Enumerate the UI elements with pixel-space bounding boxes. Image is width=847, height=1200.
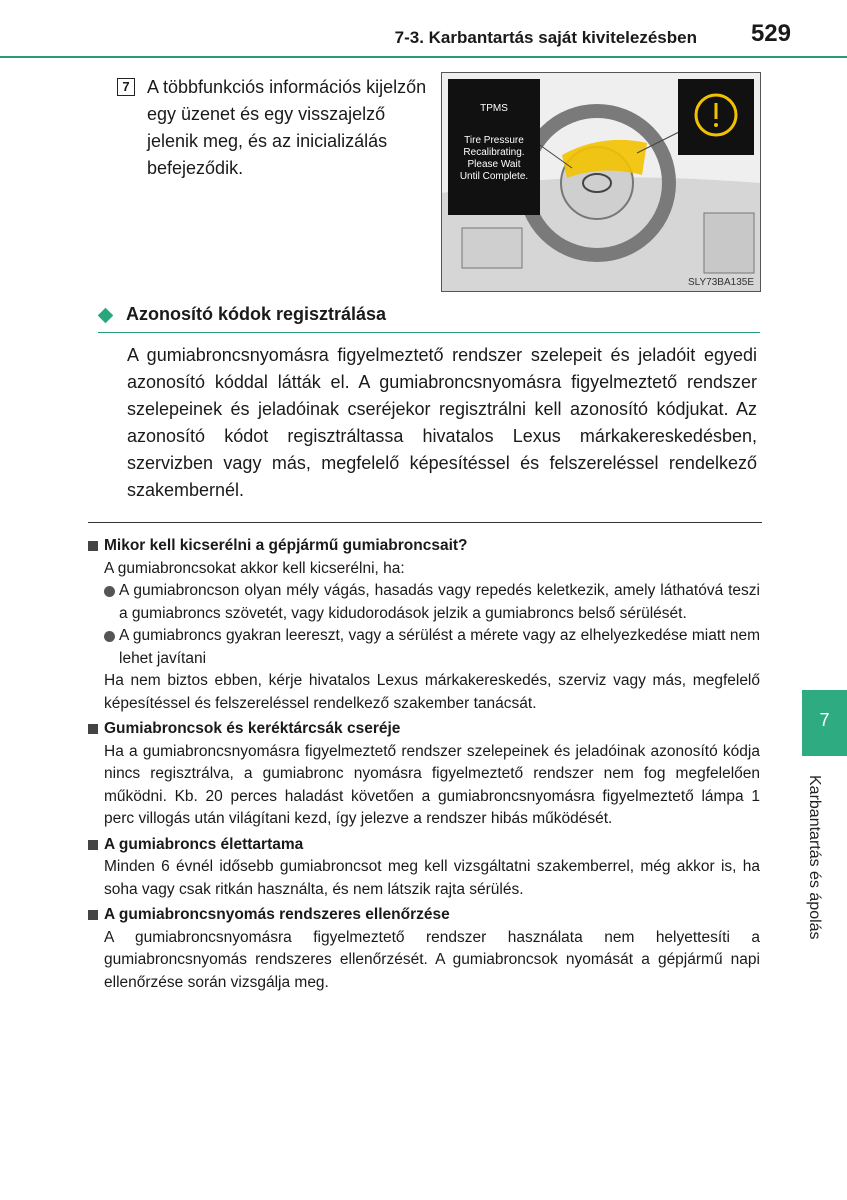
dashboard-illustration (441, 72, 761, 292)
note-text: A gumiabroncsnyomásra figyelmeztető rendszer használata nem helyettesíti a gumiabroncsnyomás rendszeres ellenőrzését. A gumiabroncsok nyomását a gépjármű napi ellenőrzése során vizsgálja meg. (104, 928, 760, 991)
square-bullet-icon (88, 910, 98, 920)
page-number: 529 (750, 20, 791, 47)
list-item (88, 625, 760, 670)
circle-bullet-icon (104, 586, 115, 597)
notes (88, 532, 760, 994)
note-heading-text: Mikor kell kicserélni a gépjármű gumiabroncsait? (104, 537, 468, 554)
note-text: A gumiabroncsokat akkor kell kicserélni, ha: (104, 559, 405, 577)
step-number: 7 (117, 78, 135, 96)
display-title: TPMS (480, 103, 508, 114)
chapter-tab-label: Karbantartás és ápolás (806, 775, 823, 940)
section-title: Azonosító kódok regisztrálása (126, 304, 387, 324)
square-bullet-icon (88, 840, 98, 850)
circle-bullet-icon (104, 631, 115, 642)
display-line: Recalibrating. (463, 147, 525, 158)
square-bullet-icon (88, 541, 98, 551)
note-heading-text: A gumiabroncsnyomás rendszeres ellenőrzése (104, 906, 450, 923)
chapter-tab-number: 7 (819, 710, 830, 730)
chapter-tab (802, 690, 847, 756)
figure-code: SLY73BA135E (688, 277, 754, 288)
note-heading-text: Gumiabroncsok és keréktárcsák cseréje (104, 720, 401, 737)
section-heading (98, 302, 760, 333)
note-heading (88, 535, 760, 558)
note-heading (88, 904, 760, 927)
list-item (88, 580, 760, 625)
chapter-title: 7-3. Karbantartás saját kivitelezésben (394, 28, 697, 47)
note-heading (88, 834, 760, 857)
display-line: Tire Pressure (464, 135, 524, 146)
header-rule (0, 56, 847, 58)
divider (88, 522, 762, 523)
step-item (117, 74, 427, 182)
section-body: A gumiabroncsnyomásra figyelmeztető rendszer szelepeit és jeladóit egyedi azonosító kóddal látták el. A gumiabroncsnyomásra figyelmeztető rendszer szelepeinek és jeladóinak cseréjekor regisztrálni kell azonosító kódjukat. Az azonosító kódot regisztráltassa hivatalos Lexus márkakereskedésben, szervizben vagy más, megfelelő képesítéssel és felszereléssel rendelkező szakembernél. (127, 345, 757, 500)
display-line: Please Wait (467, 159, 521, 170)
diamond-icon (98, 308, 114, 324)
list-item-text: A gumiabroncson olyan mély vágás, hasadás vagy repedés keletkezik, amely láthatóvá teszi a gumiabroncs szövetét, vagy kidudorodások jelzik a gumiabroncs belső sérülését. (119, 582, 760, 622)
list-item-text: A gumiabroncs gyakran leereszt, vagy a sérülést a mérete vagy az elhelyezkedése miatt nem lehet javítani (119, 627, 760, 667)
step-text: A többfunkciós információs kijelzőn egy üzenet és egy visszajelző jelenik meg, és az inicializálás befejeződik. (147, 77, 427, 178)
square-bullet-icon (88, 724, 98, 734)
display-line: Until Complete. (459, 171, 529, 182)
note-text: Ha nem biztos ebben, kérje hivatalos Lexus márkakereskedés, szerviz vagy más, megfelelő képesítéssel és felszereléssel rendelkező szakember tanácsát. (104, 672, 760, 712)
note-heading-text: A gumiabroncs élettartama (104, 835, 304, 853)
note-heading (88, 718, 760, 741)
note-text: Ha a gumiabroncsnyomásra figyelmeztető rendszer szelepeinek és jeladóinak azonosító kódja nincs regisztrálva, a gumiabronc nyomásra figyelmeztető rendszer nem fog megfelelően működni. Kb. 20 perces haladást követően a gumiabroncsnyomásra figyelmeztető lámpa 1 perc villogás után világítani kezd, így jelezve a rendszer hibás működését. (104, 742, 760, 827)
note-text: Minden 6 évnél idősebb gumiabroncsot meg kell vizsgáltatni szakemberrel, még akkor is, ha soha vagy csak ritkán használta, és nem látszik rajta sérülés. (104, 858, 760, 898)
